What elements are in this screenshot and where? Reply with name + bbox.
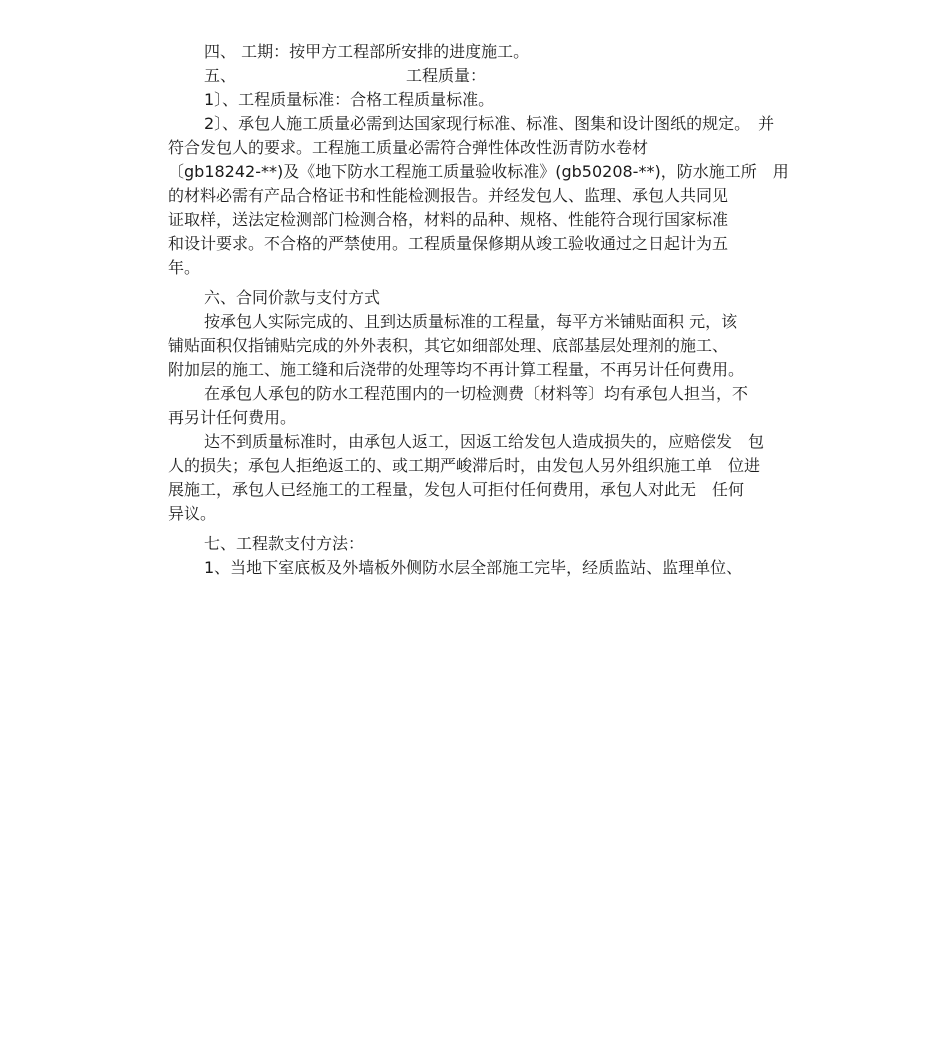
paragraph-line: 〔gb18242-**)及《地下防水工程施工质量验收标准》(gb50208-**)，防水施工所 用	[168, 162, 789, 181]
paragraph-line: 在承包人承包的防水工程范围内的一切检测费〔材料等〕均有承包人担当，不	[204, 384, 749, 403]
paragraph-line: 再另计任何费用。	[168, 408, 297, 427]
section-5-number: 五、	[204, 66, 237, 85]
paragraph-line: 符合发包人的要求。工程施工质量必需符合弹性体改性沥青防水卷材	[168, 138, 649, 157]
rework-paragraph	[168, 430, 808, 526]
paragraph-line: 2〕、承包人施工质量必需到达国家现行标准、标准、图集和设计图纸的规定。 并	[204, 114, 775, 133]
paragraph-line: 铺贴面积仅指铺贴完成的外外表积，其它如细部处理、底部基层处理剂的施工、	[168, 336, 729, 355]
contract-price-paragraph	[168, 310, 808, 382]
section-7-title: 七、工程款支付方法：	[204, 534, 365, 553]
paragraph-line: 展施工，承包人已经施工的工程量，发包人可拒付任何费用，承包人对此无 任何	[168, 480, 745, 499]
payment-method-paragraph: 1、当地下室底板及外墙板外侧防水层全部施工完毕，经质监站、监理单位、	[204, 558, 743, 577]
paragraph-line: 人的损失；承包人拒绝返工的、或工期严峻滞后时，由发包人另外组织施工单 位进	[168, 456, 761, 475]
paragraph-line: 年。	[168, 258, 201, 277]
paragraph-line: 按承包人实际完成的、且到达质量标准的工程量，每平方米铺贴面积 元，该	[204, 312, 738, 331]
paragraph-line: 的材料必需有产品合格证书和性能检测报告。并经发包人、监理、承包人共同见	[168, 186, 729, 205]
paragraph-line: 附加层的施工、施工缝和后浇带的处理等均不再计算工程量，不再另计任何费用。	[168, 360, 745, 379]
paragraph-line: 异议。	[168, 504, 217, 523]
paragraph-line: 证取样，送法定检测部门检测合格，材料的品种、规格、性能符合现行国家标准	[168, 210, 729, 229]
inspection-fee-paragraph	[168, 382, 808, 430]
paragraph-line: 达不到质量标准时，由承包人返工，因返工给发包人造成损失的，应赔偿发 包	[204, 432, 765, 451]
section-5-title: 工程质量：	[406, 66, 487, 85]
quality-requirements-paragraph	[168, 112, 808, 280]
document-page	[168, 40, 808, 580]
paragraph-line: 和设计要求。不合格的严禁使用。工程质量保修期从竣工验收通过之日起计为五	[168, 234, 729, 253]
section-4-schedule: 四、 工期：按甲方工程部所安排的进度施工。	[204, 42, 530, 61]
section-6-title: 六、合同价款与支付方式	[204, 288, 381, 307]
section-5-heading	[168, 64, 808, 88]
quality-standard-paragraph: 1〕、工程质量标准：合格工程质量标准。	[204, 90, 495, 109]
